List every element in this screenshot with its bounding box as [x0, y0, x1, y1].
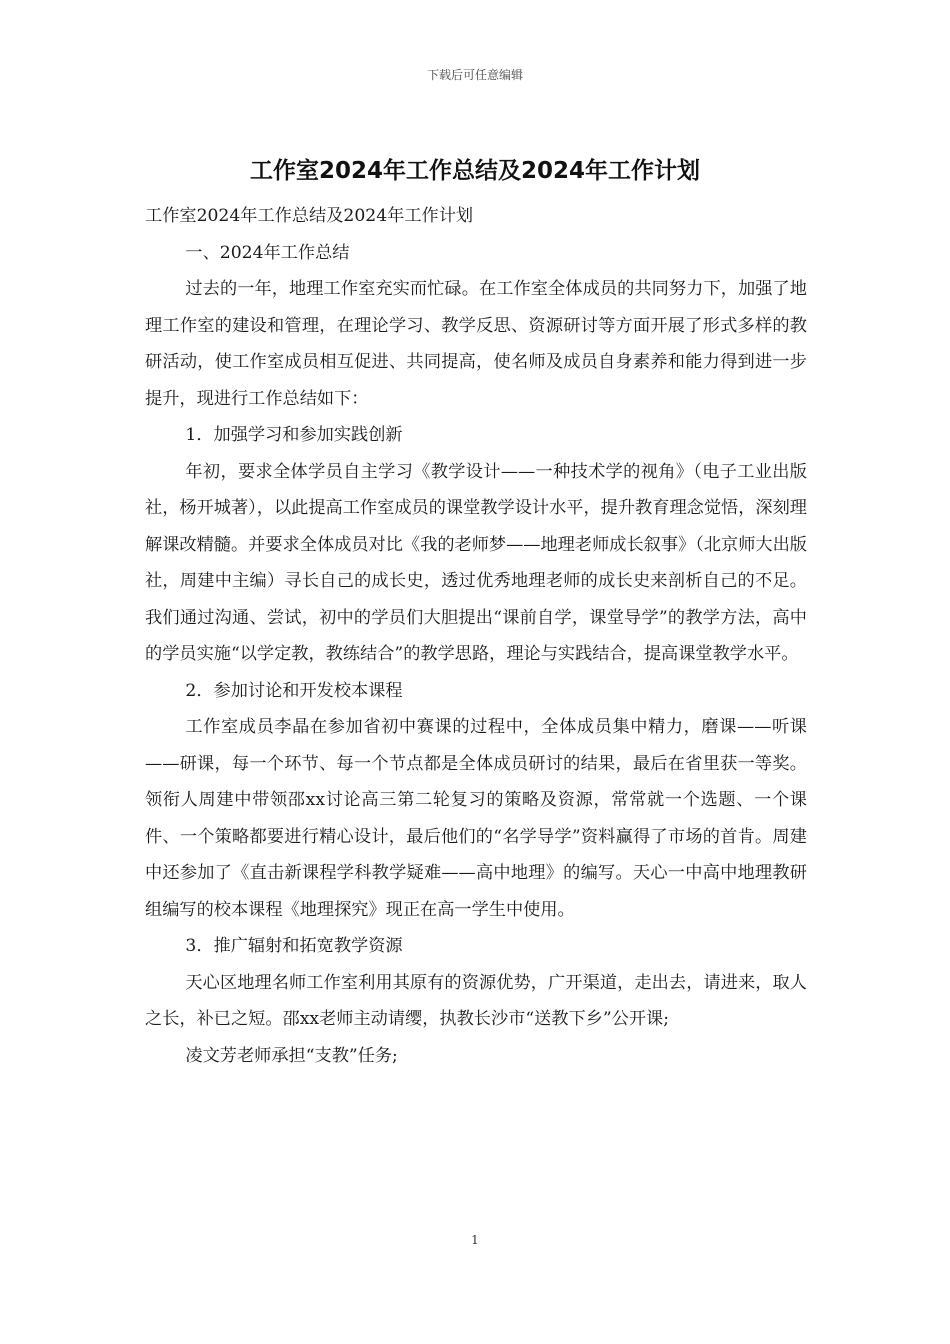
item1-paragraph: 年初，要求全体学员自主学习《教学设计——一种技术学的视角》（电子工业出版社，杨开城著），以此提高工作室成员的课堂教学设计水平，提升教育理念觉悟，深刻理解课改精髓。并要求全体成员对比《我的老师梦——地理老师成长叙事》（北京师大出版社，周建中主编）寻长自己的成长史，透过优秀地理老师的成长史来剖析自己的不足。我们通过沟通、尝试，初中的学员们大胆提出“课前自学，课堂导学”的教学方法，高中的学员实施“以学定教，教练结合”的教学思路，理论与实践结合，提高课堂教学水平。 [145, 461, 807, 664]
item2-paragraph: 工作室成员李晶在参加省初中赛课的过程中，全体成员集中精力，磨课——听课——研课，每一个环节、每一个节点都是全体成员研讨的结果，最后在省里获一等奖。领衔人周建中带领邵xx讨论高三第二轮复习的策略及资源，常常就一个选题、一个课件、一个策略都要进行精心设计，最后他们的“名学导学”资料赢得了市场的首肯。周建中还参加了《直击新课程学科教学疑难——高中地理》的编写。天心一中高中地理教研组编写的校本课程《地理探究》现正在高一学生中使用。 [145, 717, 807, 920]
document-title: 工作室2024年工作总结及2024年工作计划 [249, 158, 701, 184]
subtitle-paragraph: 工作室2024年工作总结及2024年工作计划 [145, 206, 474, 226]
item3-paragraph-continued: 凌文芳老师承担“支教”任务; [185, 1045, 398, 1066]
document-body [145, 198, 807, 1074]
intro-paragraph: 过去的一年，地理工作室充实而忙碌。在工作室全体成员的共同努力下，加强了地理工作室的建设和管理，在理论学习、教学反思、资源研讨等方面开展了形式多样的教研活动，使工作室成员相互促进、共同提高，使名师及成员自身素养和能力得到进一步提升，现进行工作总结如下： [145, 279, 807, 409]
item3-paragraph: 天心区地理名师工作室利用其原有的资源优势，广开渠道，走出去，请进来，取人之长，补已之短。邵xx老师主动请缨，执教长沙市“送教下乡”公开课; [145, 972, 807, 1029]
item1-heading: 1．加强学习和参加实践创新 [185, 425, 403, 445]
item2-heading: 2．参加讨论和开发校本课程 [185, 680, 403, 701]
page-number: 1 [471, 1233, 479, 1247]
item3-heading: 3．推广辐射和拓宽教学资源 [185, 936, 403, 956]
header-note: 下载后可任意编辑 [426, 68, 523, 82]
section-heading: 一、2024年工作总结 [185, 242, 350, 263]
